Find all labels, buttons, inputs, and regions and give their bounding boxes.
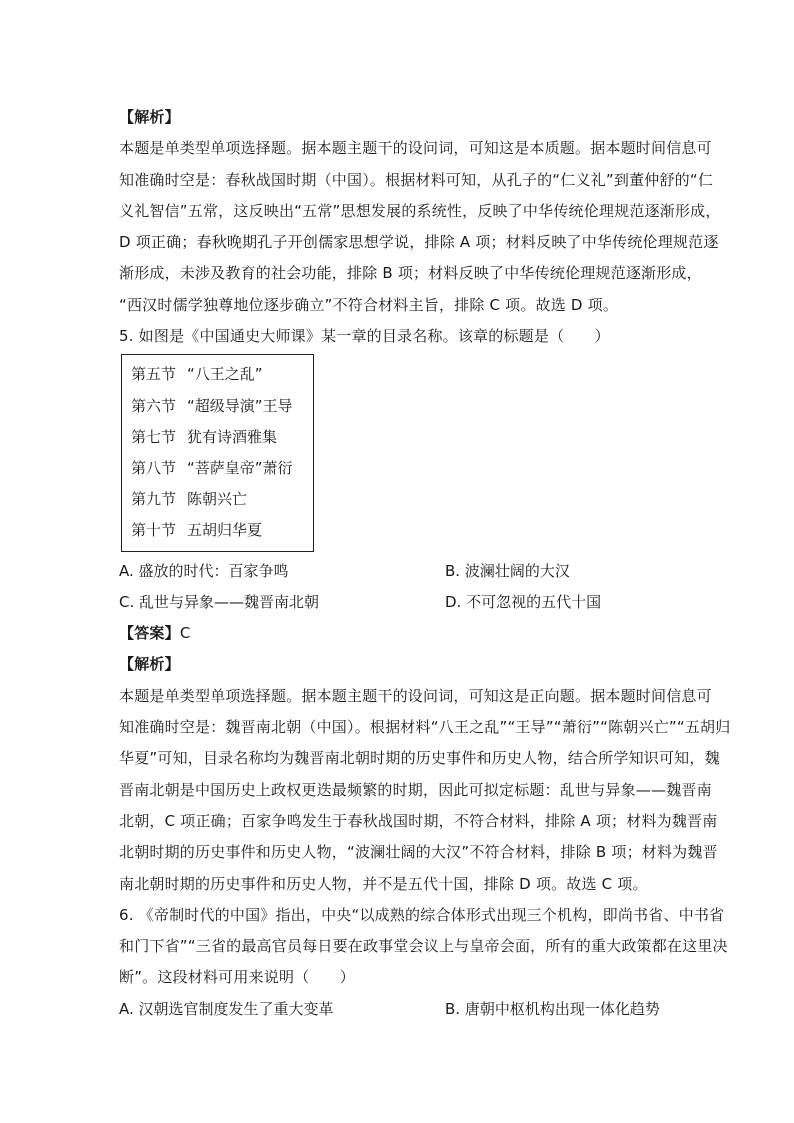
analysis-line: 知准确时空是：春秋战国时期（中国）。根据材料可知，从孔子的“仁义礼”到董仲舒的“仁 bbox=[119, 170, 714, 189]
question-5-stem: 5. 如图是《中国通史大师课》某一章的目录名称。该章的标题是（ ） bbox=[119, 327, 610, 346]
option-b: B. 唐朝中枢机构出现一体化趋势 bbox=[445, 999, 660, 1018]
question-6-stem-line: 断”。这段材料可用来说明（ ） bbox=[119, 968, 355, 987]
chapter-title: “超级导演”王导 bbox=[187, 396, 293, 415]
answer-value: C bbox=[179, 624, 191, 643]
chapter-number: 第九节 bbox=[131, 490, 177, 509]
question-6-stem-line: 6. 《帝制时代的中国》指出，中央“以成熟的综合体形式出现三个机构，即尚书省、中书省 bbox=[119, 905, 725, 924]
analysis-line: 北朝，C 项正确；百家争鸣发生于春秋战国时期，不符合材料，排除 A 项；材料为魏晋南 bbox=[119, 811, 718, 830]
page-content bbox=[119, 102, 731, 1025]
analysis-line: 本题是单类型单项选择题。据本题主题干的设问词，可知这是正向题。据本题时间信息可 bbox=[119, 686, 712, 705]
analysis-line: 北朝时期的历史事件和历史人物，“波澜壮阔的大汉”不符合材料，排除 B 项；材料为魏晋 bbox=[119, 843, 718, 862]
analysis-line: 晋南北朝是中国历史上政权更迭最频繁的时期，因此可拟定标题：乱世与异象——魏晋南 bbox=[119, 780, 712, 799]
analysis-line: 本题是单类型单项选择题。据本题主题干的设问词，可知这是本质题。据本题时间信息可 bbox=[119, 139, 712, 158]
answer-line bbox=[119, 618, 679, 649]
option-d: D. 不可忽视的五代十国 bbox=[445, 592, 602, 611]
chapter-number: 第六节 bbox=[131, 396, 177, 415]
option-a: A. 盛放的时代：百家争鸣 bbox=[119, 561, 289, 580]
analysis-line: 知准确时空是：魏晋南北朝（中国）。根据材料“八王之乱”“王导”“萧衍”“陈朝兴亡”“五胡归 bbox=[119, 718, 731, 737]
chapter-number: 第八节 bbox=[131, 458, 177, 477]
option-b: B. 波澜壮阔的大汉 bbox=[445, 561, 570, 580]
answer-heading: 【答案】 bbox=[119, 624, 180, 643]
chapter-row bbox=[131, 515, 313, 546]
chapter-title: “八王之乱” bbox=[187, 365, 263, 384]
chapter-row bbox=[131, 391, 313, 422]
chapter-row bbox=[131, 422, 313, 453]
chapter-row bbox=[131, 453, 313, 484]
analysis-heading: 【解析】 bbox=[119, 108, 180, 126]
analysis-line: “西汉时儒学独尊地位逐步确立”不符合材料主旨，排除 C 项。故选 D 项。 bbox=[119, 295, 619, 314]
option-c: C. 乱世与异象——魏晋南北朝 bbox=[119, 592, 320, 611]
options-row bbox=[119, 994, 679, 1025]
analysis-line: 南北朝时期的历史事件和历史人物，并不是五代十国，排除 D 项。故选 C 项。 bbox=[119, 874, 648, 893]
chapter-number: 第七节 bbox=[131, 427, 177, 446]
chapter-row bbox=[131, 359, 313, 390]
analysis-line: D 项正确；春秋晚期孔子开创儒家思想学说，排除 A 项；材料反映了中华传统伦理规范逐 bbox=[119, 233, 719, 252]
chapter-title: “菩萨皇帝”萧衍 bbox=[187, 458, 293, 477]
question-6-stem-line: 和门下省”“三省的最高官员每日要在政事堂会议上与皇帝会面，所有的重大政策都在这里决 bbox=[119, 937, 728, 956]
option-a: A. 汉朝选官制度发生了重大变革 bbox=[119, 999, 334, 1018]
analysis-line: 华夏”可知，目录名称均为魏晋南北朝时期的历史事件和历史人物，结合所学知识可知，魏 bbox=[119, 749, 720, 768]
chapter-title: 五胡归华夏 bbox=[187, 521, 263, 540]
analysis-line: 义礼智信”五常，这反映出“五常”思想发展的系统性，反映了中华传统伦理规范逐渐形成， bbox=[119, 201, 721, 220]
chapter-number: 第十节 bbox=[131, 521, 177, 540]
analysis-line: 渐形成，未涉及教育的社会功能，排除 B 项；材料反映了中华传统伦理规范逐渐形成， bbox=[119, 264, 702, 283]
chapter-row bbox=[131, 484, 313, 515]
chapter-list-box bbox=[121, 354, 314, 551]
chapter-title: 陈朝兴亡 bbox=[187, 490, 248, 509]
options-row bbox=[119, 587, 679, 618]
chapter-number: 第五节 bbox=[131, 365, 177, 384]
chapter-title: 犹有诗酒雅集 bbox=[187, 427, 278, 446]
options-row bbox=[119, 556, 679, 587]
analysis-heading: 【解析】 bbox=[119, 655, 180, 674]
